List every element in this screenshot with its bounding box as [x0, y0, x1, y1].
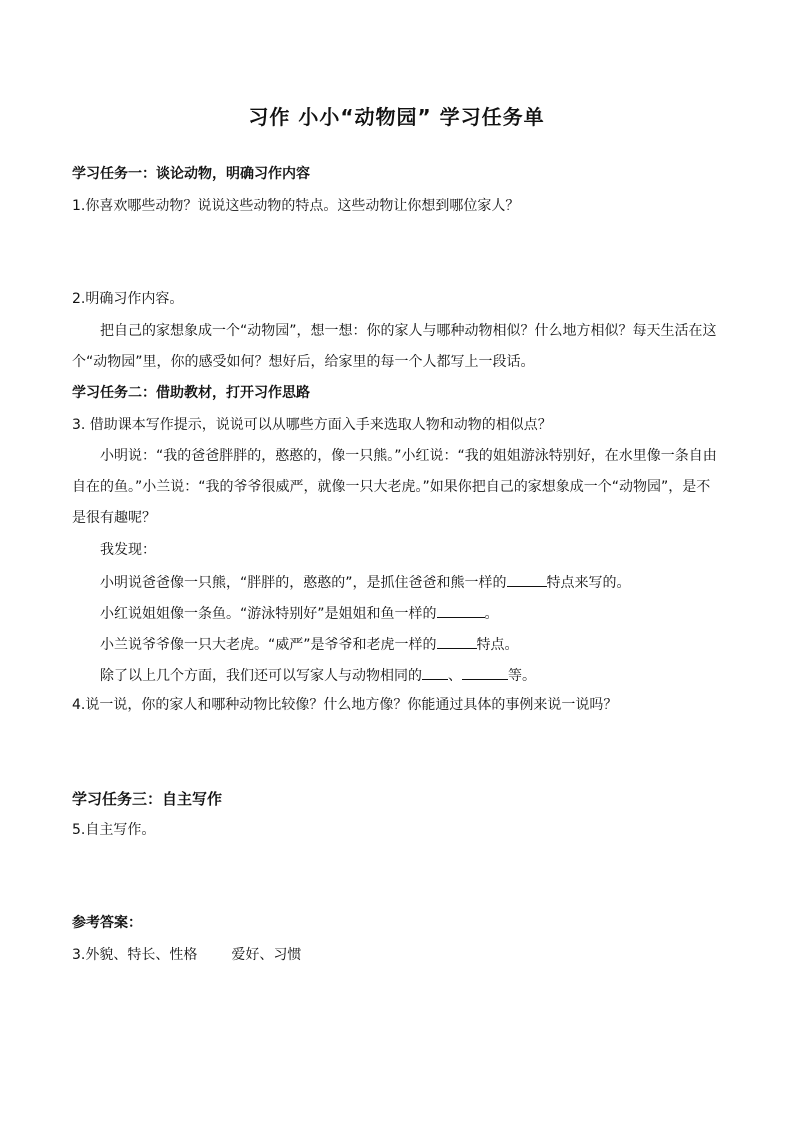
- fill-in-4: [100, 665, 536, 685]
- fill-in-1: [100, 572, 631, 592]
- fill-in-4-text: 除了以上几个方面，我们还可以写家人与动物相同的: [100, 668, 422, 684]
- fill-in-3: [100, 634, 519, 654]
- question-4: 4.说一说，你的家人和哪种动物比较像？什么地方像？你能通过具体的事例来说一说吗？: [72, 697, 618, 713]
- fill-in-2-suffix: 。: [484, 606, 499, 622]
- task2-heading: 学习任务二：借助教材，打开习作思路: [72, 385, 310, 401]
- fill-blank-2[interactable]: [437, 603, 485, 618]
- fill-in-3-text: 小兰说爷爷像一只大老虎。“威严”是爷爷和老虎一样的: [100, 637, 437, 653]
- fill-blank-1[interactable]: [507, 572, 547, 587]
- fill-in-2-text: 小红说姐姐像一条鱼。“游泳特别好”是姐姐和鱼一样的: [100, 606, 437, 622]
- task1-heading: 学习任务一：谈论动物，明确习作内容: [72, 166, 310, 182]
- example-line-2: 自在的鱼。”小兰说：“我的爷爷很威严，就像一只大老虎。”如果你把自己的家想象成一个“动物园”，是不: [72, 479, 711, 495]
- question-5: 5.自主写作。: [72, 822, 156, 838]
- question-2: 2.明确习作内容。: [72, 291, 184, 307]
- fill-blank-5[interactable]: [462, 665, 508, 680]
- question-2-paragraph-line-1: 把自己的家想象成一个“动物园”，想一想：你的家人与哪种动物相似？什么地方相似？每天生活在这: [100, 323, 717, 339]
- fill-in-4-separator: 、: [448, 668, 462, 684]
- fill-blank-4[interactable]: [422, 665, 448, 680]
- fill-in-3-suffix: 特点。: [476, 637, 519, 653]
- fill-in-4-suffix: 等。: [508, 668, 536, 684]
- fill-blank-3[interactable]: [437, 634, 477, 649]
- answer-3: [72, 946, 301, 964]
- answer-3-part-2: 爱好、习惯: [231, 947, 302, 963]
- fill-in-1-text: 小明说爸爸像一只熊，“胖胖的，憨憨的”，是抓住爸爸和熊一样的: [100, 575, 507, 591]
- answer-3-part-1: 3.外貌、特长、性格: [72, 947, 198, 963]
- question-3: 3. 借助课本写作提示，说说可以从哪些方面入手来选取人物和动物的相似点？: [72, 417, 552, 433]
- question-2-paragraph-line-2: 个“动物园”里，你的感受如何？想好后，给家里的每一个人都写上一段话。: [72, 354, 535, 370]
- example-line-1: 小明说：“我的爸爸胖胖的，憨憨的，像一只熊。”小红说：“我的姐姐游泳特别好，在水里像一条自由: [100, 448, 717, 464]
- question-1: 1.你喜欢哪些动物？说说这些动物的特点。这些动物让你想到哪位家人？: [72, 198, 520, 214]
- page-title: 习作 小小“动物园” 学习任务单: [248, 105, 545, 129]
- fill-in-1-suffix: 特点来写的。: [546, 575, 631, 591]
- task3-heading: 学习任务三：自主写作: [72, 790, 223, 808]
- answers-heading: 参考答案：: [72, 915, 142, 931]
- discover-label: 我发现：: [100, 542, 156, 558]
- fill-in-2: [100, 603, 499, 623]
- example-line-3: 是很有趣呢？: [72, 510, 156, 526]
